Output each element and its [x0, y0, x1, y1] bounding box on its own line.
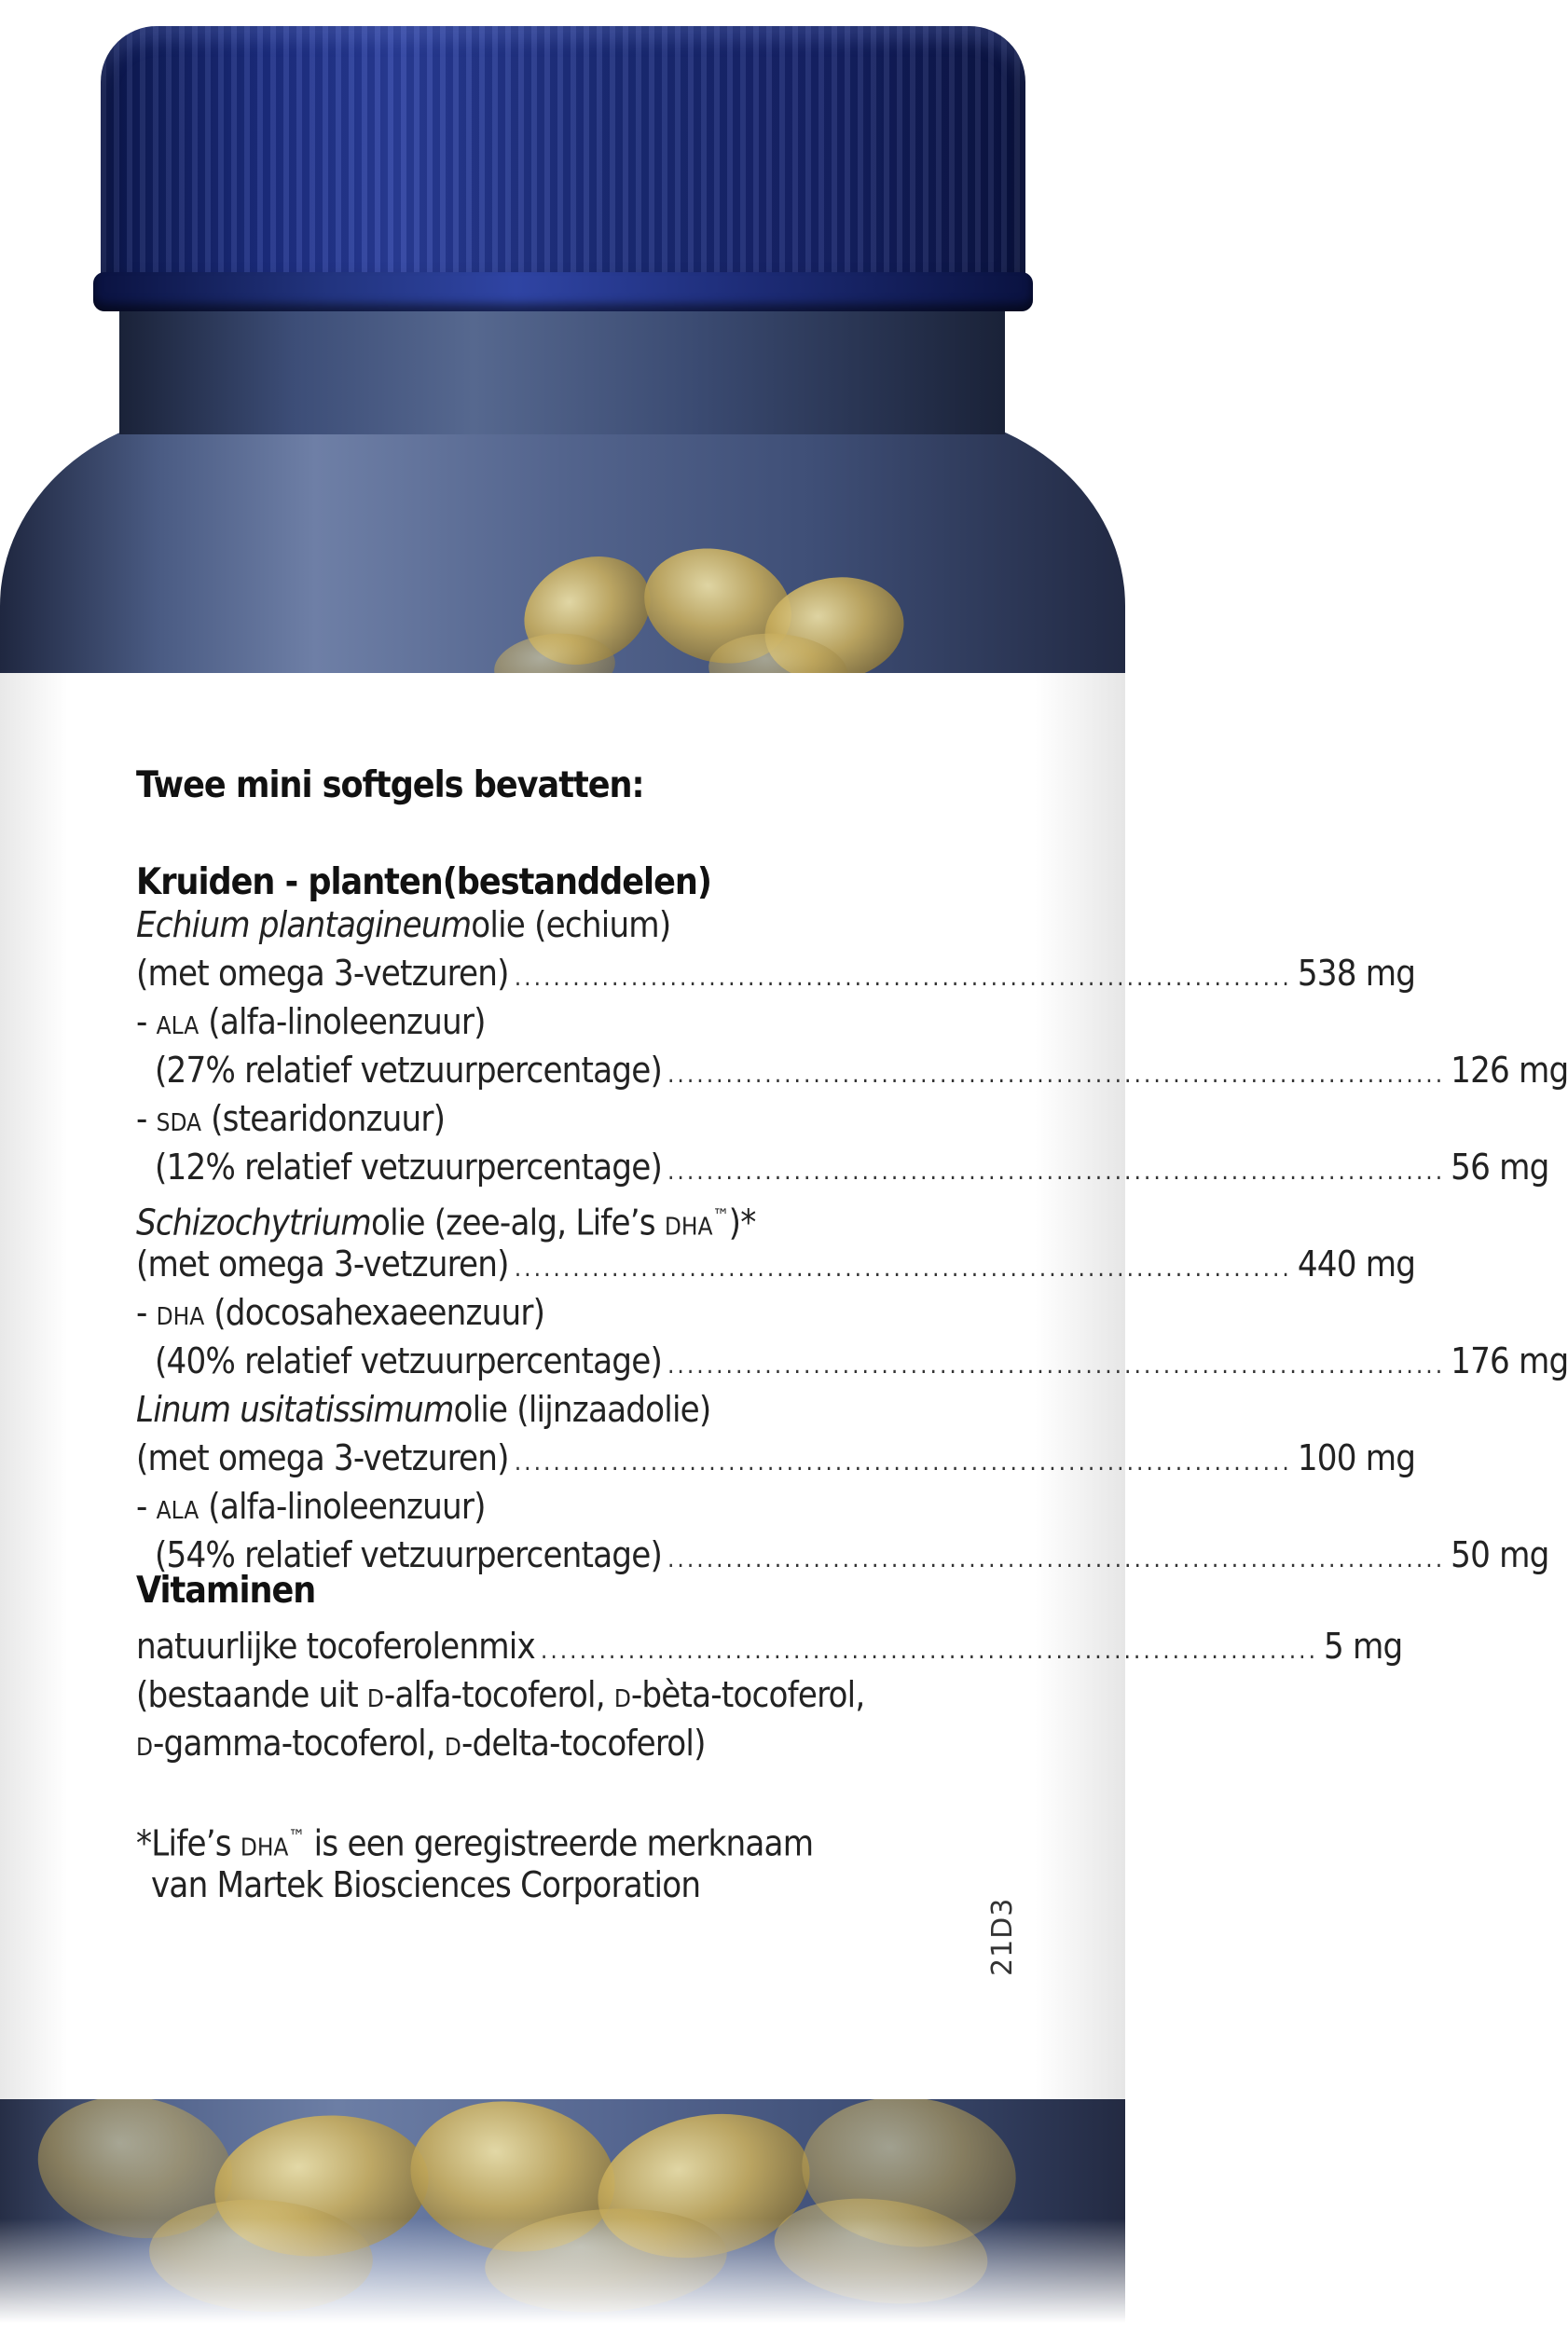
sda-amount-line: (12% relatief vetzuurpercentage) ................................................................................ 56 mg — [136, 1143, 994, 1191]
section-vitamins-heading: Vitaminen — [136, 1570, 316, 1612]
bottle-cap-rim — [93, 272, 1033, 311]
dha-amount: 176 mg — [1451, 1340, 1568, 1381]
echium-amount-line: (met omega 3-vetzuren) ................................................................................ 538 mg — [136, 949, 994, 997]
bottle-base — [0, 2218, 1125, 2349]
toco-detail-line-2: D-gamma-tocoferol, D-delta-tocoferol) — [136, 1723, 706, 1764]
section-herbs-heading: Kruiden - planten(bestanddelen) — [136, 861, 711, 903]
dha-name-line: - DHA (docosahexaeenzuur) — [136, 1292, 545, 1333]
ala2-amount: 50 mg — [1451, 1534, 1549, 1575]
sda-name-line: - SDA (stearidonzuur) — [136, 1098, 446, 1139]
footnote-line-1: *Life’s DHA™ is een geregistreerde merknaam — [136, 1822, 814, 1864]
ala1-amount-line: (27% relatief vetzuurpercentage) ................................................................................ 126 mg — [136, 1046, 994, 1094]
sda-amount: 56 mg — [1451, 1147, 1549, 1188]
toco-detail-line-1: (bestaande uit D-alfa-tocoferol, D-bèta-tocoferol, — [136, 1674, 865, 1715]
linum-amount: 100 mg — [1297, 1437, 1416, 1478]
bottle-cap — [101, 26, 1025, 306]
schizo-amount: 440 mg — [1297, 1243, 1416, 1284]
footnote-line-2: van Martek Biosciences Corporation — [151, 1864, 701, 1905]
echium-amount: 538 mg — [1297, 953, 1416, 994]
toco-amount: 5 mg — [1324, 1626, 1403, 1667]
schizo-name-line: Schizochytriumolie (zee-alg, Life’s DHA™)* — [136, 1202, 756, 1243]
batch-code: 21D3 — [986, 1897, 1019, 1976]
ala1-name-line: - ALA (alfa-linoleenzuur) — [136, 1001, 486, 1042]
dha-amount-line: (40% relatief vetzuurpercentage) ................................................................................ 176 mg — [136, 1337, 994, 1385]
linum-name-line: Linum usitatissimumolie (lijnzaadolie) — [136, 1389, 711, 1430]
ala2-name-line: - ALA (alfa-linoleenzuur) — [136, 1486, 486, 1527]
toco-amount-line: natuurlijke tocoferolenmix ................................................................................ 5 mg — [136, 1622, 994, 1670]
ala2-amount-line: (54% relatief vetzuurpercentage) ................................................................................ 50 mg — [136, 1531, 994, 1579]
echium-name-line: Echium plantagineumolie (echium) — [136, 904, 671, 945]
schizo-amount-line: (met omega 3-vetzuren) ................................................................................ 440 mg — [136, 1240, 994, 1288]
intro-heading: Twee mini softgels bevatten: — [136, 764, 644, 806]
ala1-amount: 126 mg — [1451, 1050, 1568, 1091]
bottle-neck — [119, 304, 1005, 434]
linum-amount-line: (met omega 3-vetzuren) ................................................................................ 100 mg — [136, 1434, 994, 1482]
